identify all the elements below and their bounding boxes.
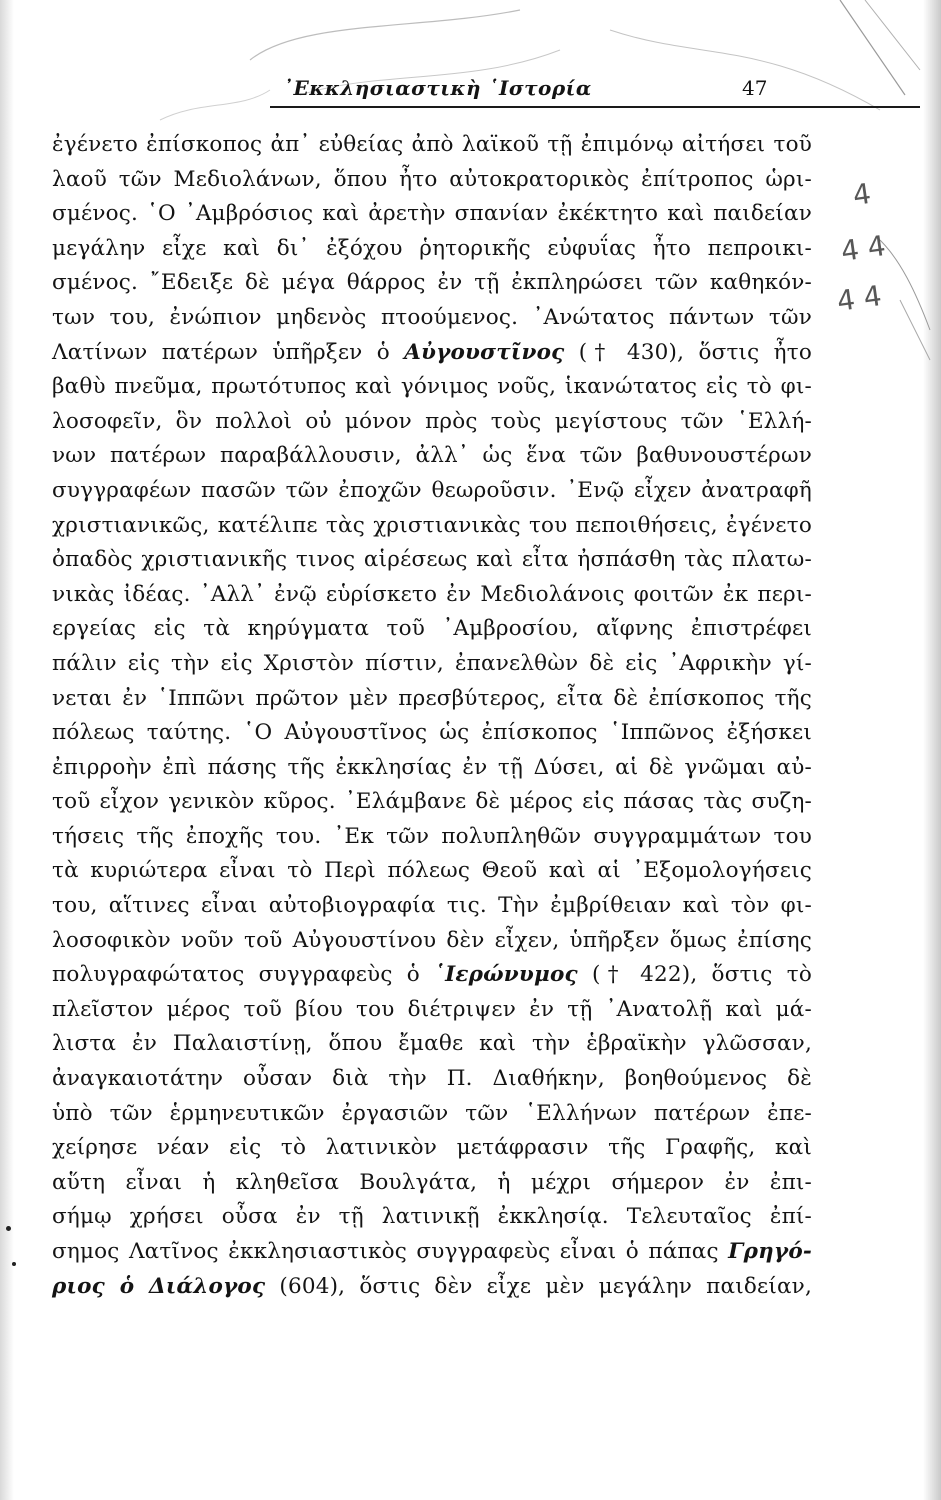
text-line: νικὰς ἰδέας. ᾿Αλλ᾿ ἐνῷ εὑρίσκετο ἐν Μεδιολάνοις φοιτῶν ἐκ περι- — [52, 581, 812, 607]
emphasized-name: Γρηγό- — [728, 1239, 812, 1264]
text-line: εργείας εἰς τὰ κηρύγματα τοῦ ᾿Αμβροσίου, αἴφνης ἐπιστρέφει — [52, 616, 812, 642]
text-run: († 422), ὅστις τὸ — [577, 962, 812, 988]
pencil-mark: 4 — [850, 176, 874, 213]
text-line: τὰ κυριώτερα εἶναι τὸ Περὶ πόλεως Θεοῦ καὶ αἱ ᾿Εξομολογήσεις — [52, 858, 812, 884]
text-line: σμένος. ῎Εδειξε δὲ μέγα θάρρος ἐν τῇ ἐκπληρώσει τῶν καθηκόν- — [52, 270, 812, 296]
text-line — [52, 958, 812, 993]
text-run: († 430), ὅστις ἦτο — [564, 339, 812, 365]
text-line: των του, ἐνώπιον μηδενὸς πτοούμενος. ᾿Ανώτατος πάντων τῶν — [52, 304, 812, 330]
text-line: ἐγένετο ἐπίσκοπος ἀπ᾿ εὐθείας ἀπὸ λαϊκοῦ τῇ ἐπιμόνῳ αἰτήσει τοῦ — [52, 132, 812, 157]
text-line — [52, 1235, 812, 1270]
text-line: του, αἵτινες εἶναι αὐτοβιογραφία τις. Τὴν ἐμβρίθειαν καὶ τὸν φι- — [52, 893, 812, 919]
text-line: ὀπαδὸς χριστιανικῆς τινος αἱρέσεως καὶ εἶτα ἠσπάσθη τὰς πλατω- — [52, 547, 812, 573]
text-line: χείρησε νέαν εἰς τὸ λατινικὸν μετάφρασιν τῆς Γραφῆς, καὶ — [52, 1135, 812, 1161]
page-number: 47 — [742, 76, 768, 100]
text-line: λοσοφικὸν νοῦν τοῦ Αὐγουστίνου δὲν εἶχεν, ὑπῆρξεν ὅμως ἐπίσης — [52, 927, 812, 953]
text-line: χριστιανικῶς, κατέλιπε τὰς χριστιανικὰς του πεποιθήσεις, ἐγένετο — [52, 512, 812, 538]
text-line: συγγραφέων πασῶν τῶν ἐποχῶν θεωροῦσιν. ᾿Ενῷ εἶχεν ἀνατραφῆ — [52, 477, 812, 503]
emphasized-name: ῾Ιερώνυμος — [434, 962, 578, 988]
text-line: λοσοφεῖν, ὃν πολλοὶ οὐ μόνον πρὸς τοὺς μεγίστους τῶν ῾Ελλή- — [52, 408, 812, 434]
text-line — [52, 336, 812, 371]
text-line: τήσεις τῆς ἐποχῆς του. ᾿Εκ τῶν πολυπληθῶν συγγραμμάτων του — [52, 823, 812, 849]
text-line: σμένος. ῾Ο ᾿Αμβρόσιος καὶ ἀρετὴν σπανίαν ἐκέκτητο καὶ παιδείαν — [52, 201, 812, 227]
text-line: τοῦ εἶχον γενικὸν κῦρος. ᾿Ελάμβανε δὲ μέρος εἰς πάσας τὰς συζη- — [52, 789, 812, 815]
running-header — [0, 72, 941, 106]
text-run: πολυγραφώτατος συγγραφεὺς ὁ — [52, 962, 435, 988]
text-line: πάλιν εἰς τὴν εἰς Χριστὸν πίστιν, ἐπανελθὼν δὲ εἰς ᾿Αφρικὴν γί- — [52, 650, 812, 676]
body-text — [52, 128, 812, 1304]
text-line: αὕτη εἶναι ἡ κληθεῖσα Βουλγάτα, ἡ μέχρι σήμερον ἐν ἐπι- — [52, 1169, 812, 1195]
margin-notes — [811, 0, 941, 1500]
pencil-mark: 4 4 — [834, 279, 884, 318]
text-line: βαθὺ πνεῦμα, πρωτότυπος καὶ γόνιμος νοῦς, ἱκανώτατος εἰς τὸ φι- — [52, 374, 812, 400]
text-run: Λατίνων πατέρων ὑπῆρξεν ὁ — [52, 339, 405, 365]
text-run: σημος Λατῖνος ἐκκλησιαστικὸς συγγραφεὺς εἶναι ὁ πάπας — [52, 1239, 729, 1264]
text-run: (604), ὅστις δὲν εἶχε μὲν μεγάλην παιδείαν, — [265, 1273, 812, 1299]
text-line: νεται ἐν ῾Ιππῶνι πρῶτον μὲν πρεσβύτερος, εἶτα δὲ ἐπίσκοπος τῆς — [52, 685, 812, 711]
margin-dot — [6, 1226, 11, 1231]
text-line — [52, 1270, 812, 1305]
pencil-mark: 4 4 — [838, 229, 888, 268]
text-line: μεγάλην εἶχε καὶ δι᾿ ἐξόχου ῥητορικῆς εὐφυΐας ἦτο πεπροικι- — [52, 235, 812, 261]
emphasized-name: ριος ὁ Διάλογος — [52, 1273, 266, 1299]
text-line: νων πατέρων παραβάλλουσιν, ἀλλ᾿ ὡς ἕνα τῶν βαθυνουστέρων — [52, 443, 812, 469]
text-line: ὑπὸ τῶν ἑρμηνευτικῶν ἐργασιῶν τῶν ῾Ελλήνων πατέρων ἐπε- — [52, 1100, 812, 1126]
running-title: ᾿Εκκλησιαστικὴ ῾Ιστορία — [283, 76, 592, 100]
text-line: πλεῖστον μέρος τοῦ βίου του διέτριψεν ἐν τῇ ᾿Ανατολῇ καὶ μά- — [52, 996, 812, 1022]
text-line: ἀναγκαιοτάτην οὖσαν διὰ τὴν Π. Διαθήκην, βοηθούμενος δὲ — [52, 1066, 812, 1092]
text-line: σήμῳ χρήσει οὖσα ἐν τῇ λατινικῇ ἐκκλησίᾳ. Τελευταῖος ἐπί- — [52, 1204, 812, 1230]
text-line: ἐπιρροὴν ἐπὶ πάσης τῆς ἐκκλησίας ἐν τῇ Δύσει, αἱ δὲ γνῶμαι αὐ- — [52, 754, 812, 780]
text-line: πόλεως ταύτης. ῾Ο Αὐγουστῖνος ὡς ἐπίσκοπος ῾Ιππῶνος ἐξήσκει — [52, 720, 812, 746]
emphasized-name: Αὐγουστῖνος — [404, 339, 565, 365]
margin-dot — [12, 1262, 16, 1266]
text-line: λιστα ἐν Παλαιστίνῃ, ὅπου ἔμαθε καὶ τὴν ἑβραϊκὴν γλῶσσαν, — [52, 1031, 812, 1057]
text-line: λαοῦ τῶν Μεδιολάνων, ὅπου ἦτο αὐτοκρατορικὸς ἐπίτροπος ὡρι- — [52, 166, 812, 192]
